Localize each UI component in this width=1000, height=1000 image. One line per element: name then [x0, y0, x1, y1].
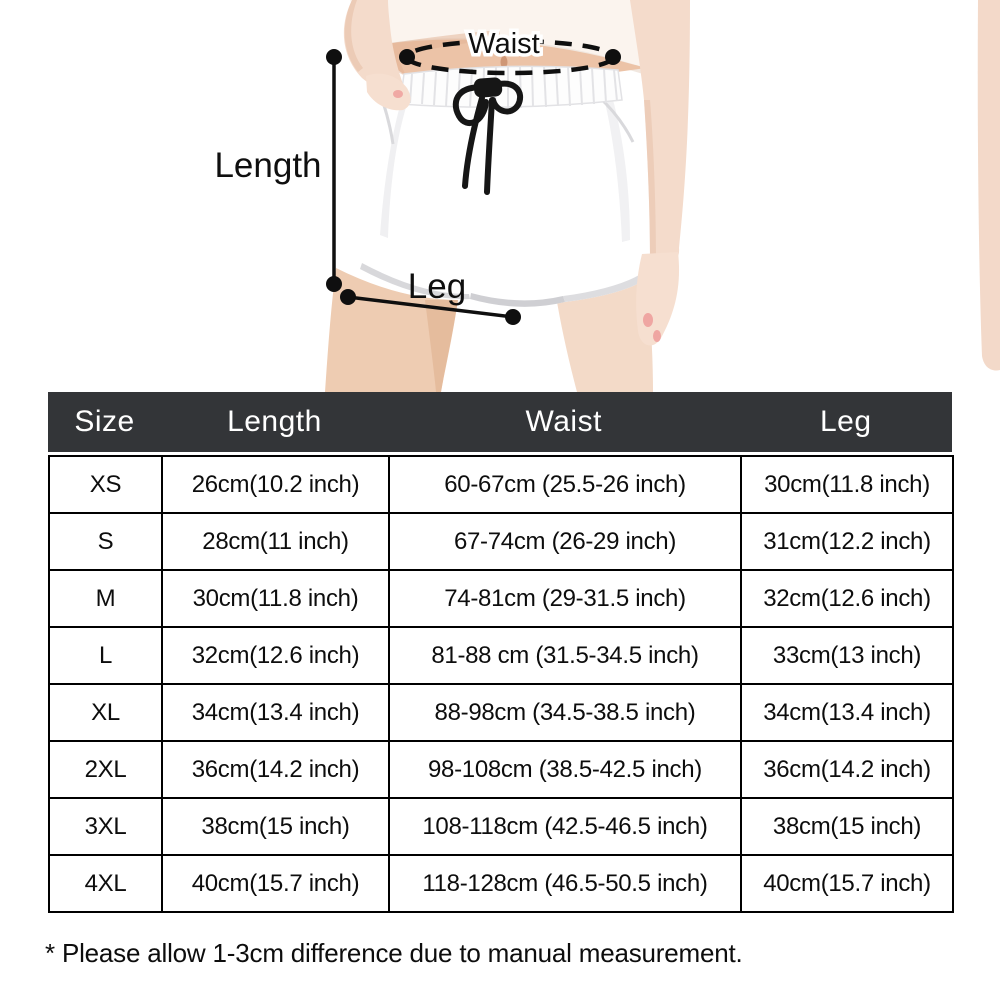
right-fingernail-2 [653, 330, 661, 342]
waist-dot-right [605, 49, 621, 65]
cell-size: 3XL [49, 798, 162, 855]
size-table [48, 455, 954, 913]
cell-size: S [49, 513, 162, 570]
length-dot-bottom [326, 276, 342, 292]
table-row-2xl [49, 741, 953, 798]
cell-size: 4XL [49, 855, 162, 912]
cell-leg: 36cm(14.2 inch) [741, 741, 953, 798]
leg-label: Leg [407, 267, 467, 306]
cell-length: 34cm(13.4 inch) [162, 684, 389, 741]
cell-size: XS [49, 456, 162, 513]
cell-leg: 38cm(15 inch) [741, 798, 953, 855]
cell-size: 2XL [49, 741, 162, 798]
cell-size: M [49, 570, 162, 627]
cell-waist: 67-74cm (26-29 inch) [389, 513, 741, 570]
edge-arm [978, 0, 1000, 370]
cell-length: 32cm(12.6 inch) [162, 627, 389, 684]
cell-leg: 30cm(11.8 inch) [741, 456, 953, 513]
shorts-illustration [0, 0, 1000, 392]
leg-dot-left [340, 289, 356, 305]
cell-waist: 81-88 cm (31.5-34.5 inch) [389, 627, 741, 684]
cell-leg: 34cm(13.4 inch) [741, 684, 953, 741]
cell-length: 28cm(11 inch) [162, 513, 389, 570]
waist-dot-left [399, 49, 415, 65]
size-table-header [48, 392, 952, 452]
cell-length: 40cm(15.7 inch) [162, 855, 389, 912]
table-row-4xl [49, 855, 953, 912]
cell-waist: 118-128cm (46.5-50.5 inch) [389, 855, 741, 912]
cell-length: 30cm(11.8 inch) [162, 570, 389, 627]
cell-waist: 88-98cm (34.5-38.5 inch) [389, 684, 741, 741]
cell-leg: 32cm(12.6 inch) [741, 570, 953, 627]
length-label: Length [214, 146, 322, 185]
cell-leg: 33cm(13 inch) [741, 627, 953, 684]
column-header-size: Size [74, 405, 135, 438]
cell-size: XL [49, 684, 162, 741]
table-row-xs [49, 456, 953, 513]
measurement-footnote: * Please allow 1-3cm difference due to manual measurement. [45, 938, 743, 968]
table-row-l [49, 627, 953, 684]
column-header-length: Length [227, 405, 322, 438]
cell-length: 36cm(14.2 inch) [162, 741, 389, 798]
drawstring-knot [473, 77, 502, 98]
waist-label: Waist [468, 28, 540, 60]
cell-waist: 60-67cm (25.5-26 inch) [389, 456, 741, 513]
cell-waist: 108-118cm (42.5-46.5 inch) [389, 798, 741, 855]
table-row-xl [49, 684, 953, 741]
cell-leg: 40cm(15.7 inch) [741, 855, 953, 912]
table-row-3xl [49, 798, 953, 855]
table-row-m [49, 570, 953, 627]
cell-waist: 98-108cm (38.5-42.5 inch) [389, 741, 741, 798]
product-photo [0, 0, 1000, 392]
cell-leg: 31cm(12.2 inch) [741, 513, 953, 570]
cell-length: 38cm(15 inch) [162, 798, 389, 855]
column-header-leg: Leg [819, 405, 872, 438]
right-fingernail-1 [643, 313, 653, 327]
cell-waist: 74-81cm (29-31.5 inch) [389, 570, 741, 627]
length-dot-top [326, 49, 342, 65]
cell-size: L [49, 627, 162, 684]
leg-dot-right [505, 309, 521, 325]
column-header-waist: Waist [525, 405, 602, 438]
table-row-s [49, 513, 953, 570]
cell-length: 26cm(10.2 inch) [162, 456, 389, 513]
left-thumbnail [393, 90, 403, 98]
